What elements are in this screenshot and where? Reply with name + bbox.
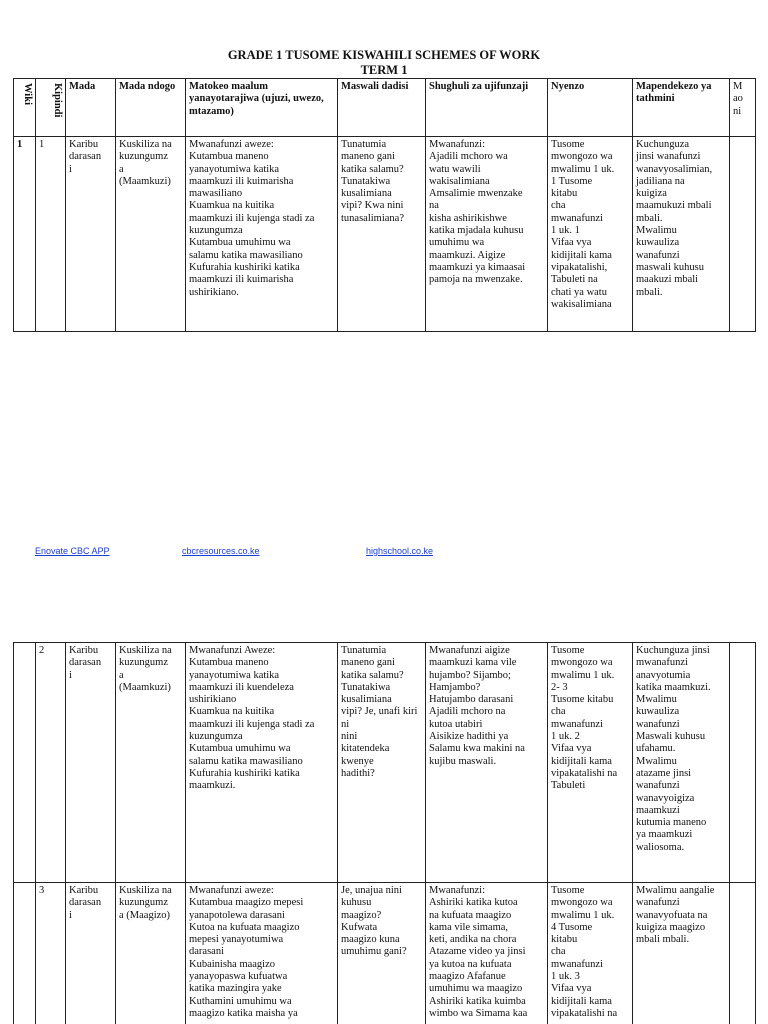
cell-mapendekezo: Kuchunguza jinsi mwanafunzi anavyotumia katika maamkuzi. Mwalimu kuwauliza wanafunzi Maswali kuhusu ufahamu. Mwalimu atazame jinsi wanafunzi wanavyoigiza maamkuzi kutumia maneno ya maamkuzi waliosoma. bbox=[633, 643, 730, 883]
cell-shughuli: Mwanafunzi: Ashiriki katika kutoa na kufuata maagizo kama vile simama, keti, andika na chora Atazame video ya jinsi ya kutoa na kufuata maagizo Afafanue umuhimu wa maagizo Ashiriki katika kuimba wimbo wa Simama kaa bbox=[426, 883, 548, 1024]
cell-mada: Karibu darasan i bbox=[66, 137, 116, 332]
table-row bbox=[14, 643, 756, 883]
header-maoni: M ao ni bbox=[730, 79, 756, 137]
footer-cbcresources-link[interactable]: cbcresources.co.ke bbox=[182, 546, 260, 556]
cell-mapendekezo: Mwalimu aangalie wanafunzi wanavyofuata na kuigiza maagizo mbali mbali. bbox=[633, 883, 730, 1024]
cell-nyenzo: Tusome mwongozo wa mwalimu 1 uk. 4 Tusome kitabu cha mwanafunzi 1 uk. 3 Vifaa vya kidijitali kama vipakatalishi na bbox=[548, 883, 633, 1024]
table-row bbox=[14, 137, 756, 332]
cell-mada: Karibu darasan i bbox=[66, 883, 116, 1024]
cell-nyenzo: Tusome mwongozo wa mwalimu 1 uk. 2- 3 Tusome kitabu cha mwanafunzi 1 uk. 2 Vifaa vya kidijitali kama vipakatalishi na Tabuleti bbox=[548, 643, 633, 883]
header-mada: Mada bbox=[66, 79, 116, 137]
table-row bbox=[14, 883, 756, 1024]
cell-wiki bbox=[14, 883, 36, 1024]
schemes-table-page-2 bbox=[13, 642, 756, 1024]
term-label: TERM 1 bbox=[360, 63, 408, 77]
cell-mada: Karibu darasan i bbox=[66, 643, 116, 883]
header-mapendekezo: Mapendekezo ya tathmini bbox=[633, 79, 730, 137]
schemes-table-page-1 bbox=[13, 78, 756, 332]
header-mada-ndogo: Mada ndogo bbox=[116, 79, 186, 137]
cell-kipindi: 2 bbox=[36, 643, 66, 883]
cell-maswali: Je, unajua nini kuhusu maagizo? Kufwata maagizo kuna umuhimu gani? bbox=[338, 883, 426, 1024]
cell-mada-ndogo: Kuskiliza na kuzungumz a (Maamkuzi) bbox=[116, 137, 186, 332]
cell-shughuli: Mwanafunzi aigize maamkuzi kama vile hujambo? Sijambo; Hamjambo? Hatujambo darasani Ajadili mchoro na kutoa utabiri Aisikize hadithi ya Salamu kwa makini na kujibu maswali. bbox=[426, 643, 548, 883]
header-wiki: Wiki bbox=[14, 79, 36, 137]
cell-maswali: Tunatumia maneno gani katika salamu? Tunatakiwa kusalimiana vipi? Je, unafi kiri ni nini kitatendeka kwenye hadithi? bbox=[338, 643, 426, 883]
header-nyenzo: Nyenzo bbox=[548, 79, 633, 137]
header-matokeo: Matokeo maalum yanayotarajiwa (ujuzi, uwezo, mtazamo) bbox=[186, 79, 338, 137]
header-kipindi: Kipindi bbox=[36, 79, 66, 137]
cell-maoni bbox=[730, 643, 756, 883]
cell-nyenzo: Tusome mwongozo wa mwalimu 1 uk. 1 Tusome kitabu cha mwanafunzi 1 uk. 1 Vifaa vya kidijitali kama vipakatalishi, Tabuleti na chati ya watu wakisalimiana bbox=[548, 137, 633, 332]
header-maswali: Maswali dadisi bbox=[338, 79, 426, 137]
cell-matokeo: Mwanafunzi aweze: Kutambua maagizo mepesi yanapotolewa darasani Kutoa na kufuata maagizo mepesi yanayotumiwa darasani Kubainisha maagizo yanayopaswa kufuatwa katika mazingira yake Kuthamini umuhimu wa maagizo katika maisha ya bbox=[186, 883, 338, 1024]
header-shughuli: Shughuli za ujifunzaji bbox=[426, 79, 548, 137]
cell-shughuli: Mwanafunzi: Ajadili mchoro wa watu wawili wakisalimiana Amsalimie mwenzake na kisha ashirikishwe katika mjadala kuhusu umuhimu wa maamkuzi. Aigize maamkuzi ya kimaasai pamoja na mwenzake. bbox=[426, 137, 548, 332]
cell-mada-ndogo: Kuskiliza na kuzungumz a (Maamkuzi) bbox=[116, 643, 186, 883]
footer-highschool-link[interactable]: highschool.co.ke bbox=[366, 546, 434, 556]
cell-kipindi: 3 bbox=[36, 883, 66, 1024]
cell-mapendekezo: Kuchunguza jinsi wanafunzi wanavyosalimian, jadiliana na kuigiza maamukuzi mbali mbali. Mwalimu kuwauliza wanafunzi maswali kuhusu maakuzi mbali mbali. bbox=[633, 137, 730, 332]
cell-kipindi: 1 bbox=[36, 137, 66, 332]
document-title: GRADE 1 TUSOME KISWAHILI SCHEMES OF WORK bbox=[227, 48, 541, 62]
cell-matokeo: Mwanafunzi Aweze: Kutambua maneno yanayotumiwa katika maamkuzi ili kuendeleza ushirikiano Kuamkua na kuitika maamkuzi ili kujenga stadi za kuzungumza Kutambua umuhimu wa salamu katika mawasiliano Kufurahia kushiriki katika maamkuzi. bbox=[186, 643, 338, 883]
cell-maswali: Tunatumia maneno gani katika salamu? Tunatakiwa kusalimiana vipi? Kwa nini tunasalimiana? bbox=[338, 137, 426, 332]
cell-wiki bbox=[14, 643, 36, 883]
footer-app-link[interactable]: Enovate CBC APP bbox=[35, 546, 110, 556]
header-row bbox=[14, 79, 756, 137]
cell-matokeo: Mwanafunzi aweze: Kutambua maneno yanayotumiwa katika maamkuzi ili kuimarisha mawasiliano Kuamkua na kuitika maamkuzi ili kujenga stadi za kuzungumza Kutambua umuhimu wa salamu katika mawasiliano Kufurahia kushiriki katika maamkuzi ili kuimarisha ushirikiano. bbox=[186, 137, 338, 332]
cell-maoni bbox=[730, 883, 756, 1024]
cell-mada-ndogo: Kuskiliza na kuzungumz a (Maagizo) bbox=[116, 883, 186, 1024]
cell-wiki: 1 bbox=[14, 137, 36, 332]
cell-maoni bbox=[730, 137, 756, 332]
